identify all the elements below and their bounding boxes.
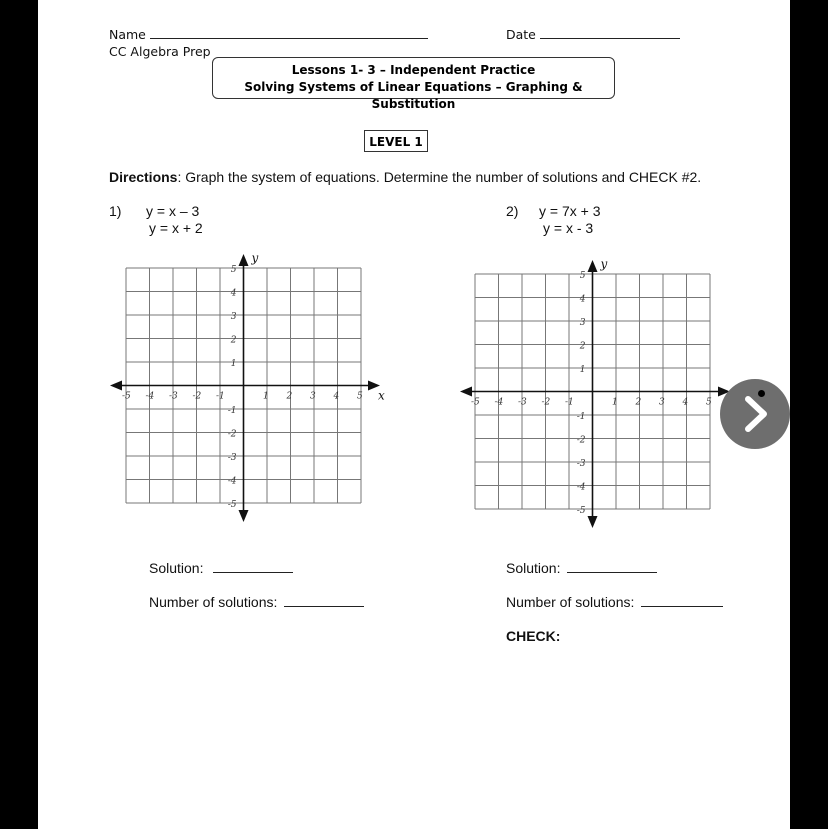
y-tick-label: 1 — [579, 365, 586, 375]
title-line-2: Solving Systems of Linear Equations – Graphing & Substitution — [244, 80, 583, 111]
count-label-1: Number of solutions: — [149, 594, 278, 610]
problem-1-eq2: y = x + 2 — [149, 220, 203, 236]
x-tick-label: 4 — [682, 397, 689, 408]
solution-line-2[interactable] — [567, 560, 657, 573]
x-tick-label: -5 — [471, 397, 480, 408]
y-tick-label: -5 — [227, 500, 237, 510]
cursor-dot — [758, 390, 765, 397]
y-axis-label: y — [251, 251, 259, 265]
coordinate-grid-2[interactable] — [458, 256, 738, 531]
x-tick-label: -2 — [541, 397, 551, 408]
y-tick-label: -4 — [227, 476, 237, 487]
count-line-1[interactable] — [284, 594, 364, 607]
name-line[interactable] — [150, 26, 428, 39]
x-tick-label: 1 — [263, 391, 269, 402]
problem-2-eq2: y = x - 3 — [543, 220, 594, 236]
y-tick-label: -3 — [576, 459, 586, 469]
course-name: CC Algebra Prep — [109, 44, 211, 59]
x-tick-label: 5 — [357, 391, 363, 402]
title-box — [212, 57, 615, 111]
y-tick-label: 1 — [230, 359, 237, 369]
y-axis-label: y — [600, 257, 608, 271]
y-tick-label: -4 — [576, 482, 586, 493]
directions-label: Directions — [109, 169, 178, 185]
y-tick-label: -3 — [227, 453, 237, 463]
x-tick-label: -1 — [565, 397, 574, 408]
title-line-1: Lessons 1- 3 – Independent Practice — [291, 63, 536, 77]
y-axis-arrow-down — [588, 516, 598, 528]
x-axis-arrow-left — [460, 387, 472, 397]
solution-field-1[interactable] — [149, 560, 293, 576]
x-tick-label: 3 — [659, 397, 665, 408]
y-tick-label: 5 — [230, 265, 237, 275]
x-tick-label: -4 — [145, 391, 155, 402]
check-label: CHECK: — [506, 628, 561, 644]
directions-text: : Graph the system of equations. Determine the number of solutions and CHECK #2. — [177, 169, 702, 185]
solution-field-2[interactable] — [506, 560, 657, 576]
x-tick-label: -5 — [122, 391, 131, 402]
y-tick-label: 2 — [230, 335, 237, 346]
x-tick-label: 4 — [333, 391, 340, 402]
solution-line-1[interactable] — [213, 560, 293, 573]
x-tick-label: -3 — [518, 397, 527, 408]
y-tick-label: -2 — [227, 429, 237, 440]
date-label: Date — [506, 27, 536, 42]
y-tick-label: -1 — [227, 406, 237, 416]
y-axis-arrow-up — [239, 254, 249, 266]
y-tick-label: 4 — [579, 294, 586, 305]
level-badge: LEVEL 1 — [364, 130, 428, 152]
x-tick-label: 2 — [286, 391, 293, 402]
x-tick-label: -3 — [169, 391, 178, 402]
x-tick-label: -4 — [494, 397, 504, 408]
next-page-button[interactable] — [720, 379, 790, 449]
y-tick-label: 2 — [579, 341, 586, 352]
y-tick-label: -1 — [576, 412, 586, 422]
y-tick-label: -5 — [576, 506, 586, 516]
problem-2-number: 2) — [506, 203, 519, 219]
y-tick-label: 5 — [579, 271, 586, 281]
count-line-2[interactable] — [641, 594, 723, 607]
worksheet-page — [38, 0, 790, 829]
solution-label-2: Solution: — [506, 560, 561, 576]
date-line[interactable] — [540, 26, 680, 39]
problem-1-eq1: y = x – 3 — [146, 203, 200, 219]
x-tick-label: -1 — [216, 391, 225, 402]
name-label: Name — [109, 27, 146, 42]
problem-2-eq1: y = 7x + 3 — [539, 203, 601, 219]
x-tick-label: 2 — [635, 397, 642, 408]
x-tick-label: 3 — [310, 391, 316, 402]
count-field-1[interactable] — [149, 594, 364, 610]
y-axis-arrow-down — [239, 510, 249, 522]
problem-1-number: 1) — [109, 203, 122, 219]
count-field-2[interactable] — [506, 594, 723, 610]
x-axis-arrow-left — [110, 381, 122, 391]
directions — [109, 169, 701, 185]
x-tick-label: -2 — [192, 391, 202, 402]
count-label-2: Number of solutions: — [506, 594, 635, 610]
y-axis-arrow-up — [588, 260, 598, 272]
x-tick-label: 1 — [612, 397, 618, 408]
coordinate-grid-1[interactable] — [108, 250, 388, 525]
x-tick-label: 5 — [706, 397, 712, 408]
name-field[interactable] — [109, 26, 428, 42]
y-tick-label: -2 — [576, 435, 586, 446]
y-tick-label: 3 — [230, 312, 237, 322]
x-axis-label: x — [378, 388, 385, 403]
chevron-right-icon — [720, 379, 790, 449]
y-tick-label: 3 — [579, 318, 586, 328]
solution-label-1: Solution: — [149, 560, 204, 576]
y-tick-label: 4 — [230, 288, 237, 299]
date-field[interactable] — [506, 26, 680, 42]
